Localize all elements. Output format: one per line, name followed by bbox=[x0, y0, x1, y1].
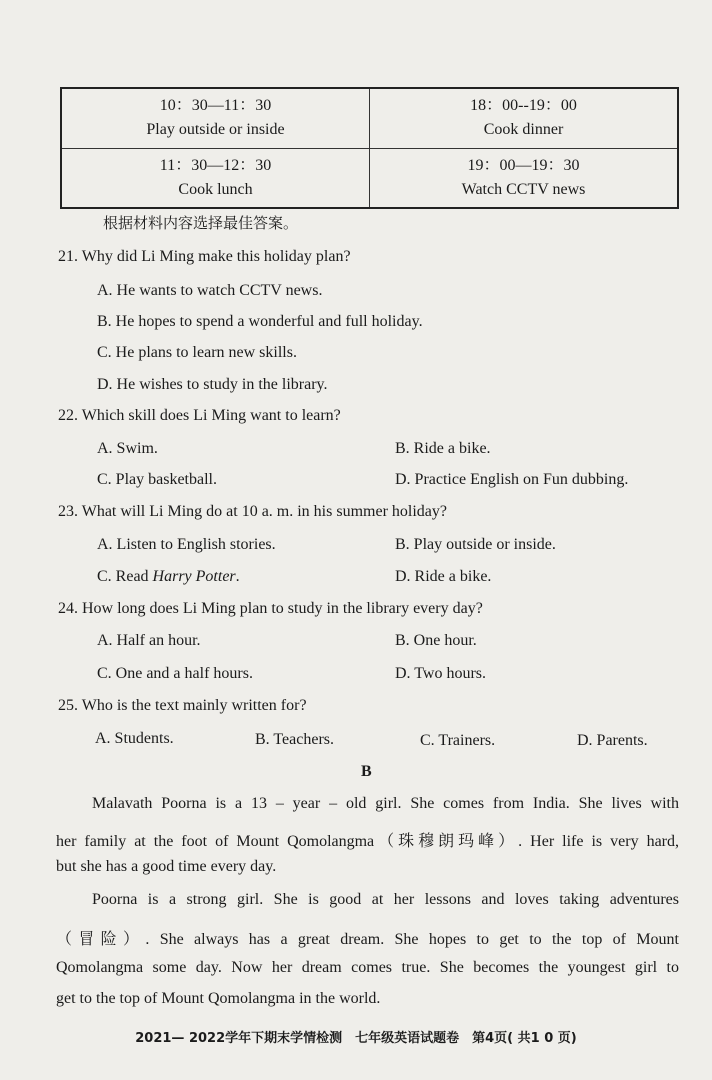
option: C. Trainers. bbox=[420, 732, 496, 749]
time: 19：00—19：30 bbox=[467, 156, 580, 174]
passage-line: get to the top of Mount Qomolangma in the world. bbox=[56, 990, 381, 1007]
option-text: C. Read bbox=[97, 568, 153, 585]
option: A. Swim. bbox=[97, 440, 158, 457]
activity: Cook lunch bbox=[178, 180, 253, 198]
passage-line: Poorna is a strong girl. She is good at her lessons and loves taking adventures bbox=[92, 891, 679, 908]
option: A. Listen to English stories. bbox=[97, 536, 276, 553]
option: C. One and a half hours. bbox=[97, 665, 253, 682]
option: B. One hour. bbox=[395, 632, 477, 649]
option: B. He hopes to spend a wonderful and full holiday. bbox=[97, 313, 423, 330]
activity: Play outside or inside bbox=[146, 121, 285, 139]
time: 18：00--19：00 bbox=[470, 97, 577, 115]
instruction: 根据材料内容选择最佳答案。 bbox=[103, 214, 299, 232]
page-footer: 2021— 2022学年下期末学情检测 七年级英语试题卷 第4页( 共1 0 页) bbox=[135, 1031, 577, 1046]
table-cell bbox=[370, 148, 679, 208]
option: C. He plans to learn new skills. bbox=[97, 344, 297, 361]
passage-line: Qomolangma some day. Now her dream comes true. She becomes the youngest girl to bbox=[56, 959, 679, 976]
option bbox=[97, 568, 240, 586]
section-heading: B bbox=[361, 763, 372, 780]
table-cell bbox=[370, 88, 679, 148]
option: C. Play basketball. bbox=[97, 471, 217, 488]
option: A. Half an hour. bbox=[97, 632, 201, 649]
option: A. He wants to watch CCTV news. bbox=[97, 282, 323, 299]
passage-line: her family at the foot of Mount Qomolangma（珠穆朗玛峰）. Her life is very hard, bbox=[56, 833, 679, 850]
option: D. Practice English on Fun dubbing. bbox=[395, 471, 629, 488]
question-21: 21. Why did Li Ming make this holiday plan? bbox=[58, 248, 351, 265]
option: D. Ride a bike. bbox=[395, 568, 492, 585]
schedule-table bbox=[60, 87, 679, 209]
passage-line: （冒险）. She always has a great dream. She hopes to get to the top of Mount bbox=[56, 931, 679, 948]
table-cell bbox=[61, 148, 370, 208]
table-row bbox=[61, 88, 678, 148]
activity: Watch CCTV news bbox=[461, 180, 586, 198]
activity: Cook dinner bbox=[483, 121, 564, 139]
punct: . bbox=[235, 568, 240, 585]
option: B. Ride a bike. bbox=[395, 440, 491, 457]
option: B. Play outside or inside. bbox=[395, 536, 556, 553]
option: D. Parents. bbox=[577, 732, 648, 749]
passage-line: but she has a good time every day. bbox=[56, 858, 277, 875]
question-25: 25. Who is the text mainly written for? bbox=[58, 697, 307, 714]
option: D. Two hours. bbox=[395, 665, 487, 682]
time: 11：30—12：30 bbox=[159, 156, 272, 174]
question-24: 24. How long does Li Ming plan to study in the library every day? bbox=[58, 600, 483, 617]
option: B. Teachers. bbox=[255, 731, 334, 748]
table-cell bbox=[61, 88, 370, 148]
option: D. He wishes to study in the library. bbox=[97, 376, 328, 393]
option: A. Students. bbox=[95, 730, 174, 747]
time: 10：30—11：30 bbox=[159, 97, 272, 115]
passage-line: Malavath Poorna is a 13 – year – old girl. She comes from India. She lives with bbox=[92, 795, 679, 812]
book-title: Harry Potter bbox=[152, 568, 236, 585]
question-23: 23. What will Li Ming do at 10 a. m. in his summer holiday? bbox=[58, 503, 447, 520]
table-row bbox=[61, 148, 678, 208]
question-22: 22. Which skill does Li Ming want to learn? bbox=[58, 407, 341, 424]
